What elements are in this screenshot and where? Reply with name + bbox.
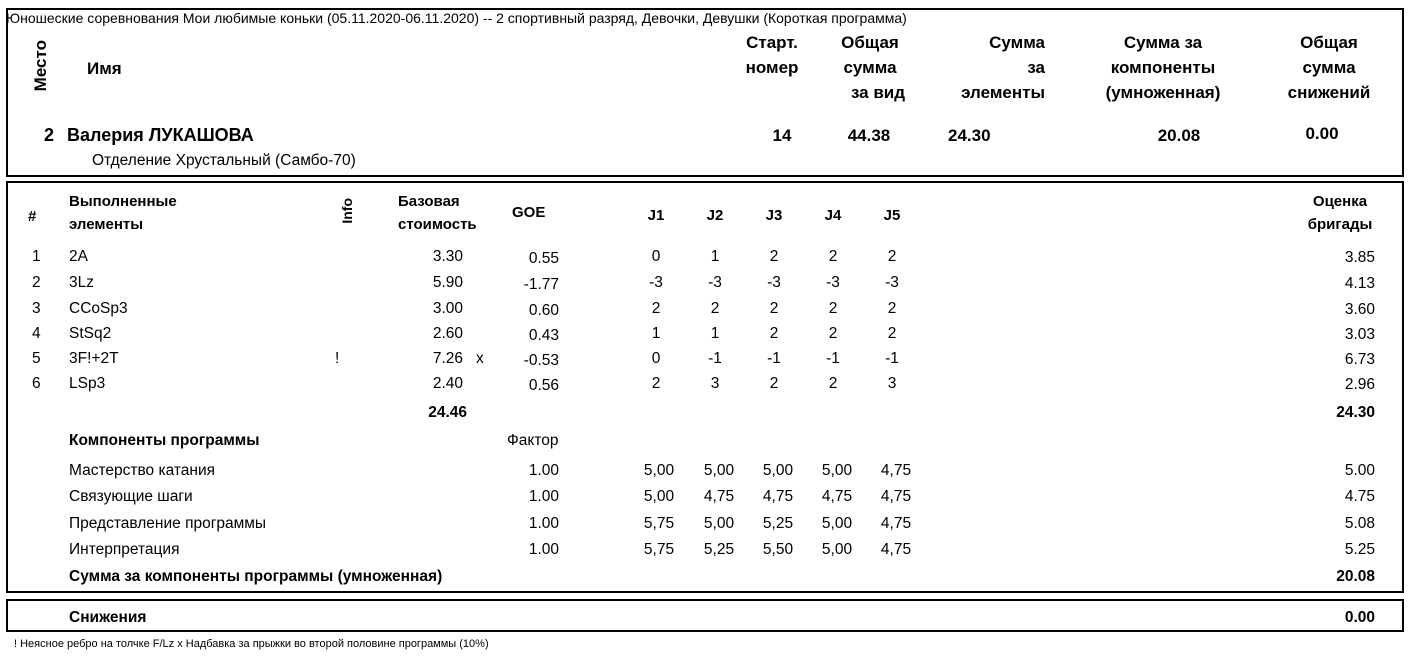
element-name: CCoSp3 — [69, 300, 128, 317]
element-panel-score: 2.96 — [1344, 376, 1375, 393]
element-name: 3Lz — [69, 274, 94, 291]
element-base-value: 2.40 — [432, 375, 463, 392]
component-factor: 1.00 — [528, 488, 559, 505]
component-judge-j1: 5,00 — [643, 462, 675, 479]
component-score: 5.25 — [1344, 541, 1375, 558]
element-judge-j1: 2 — [651, 375, 661, 392]
component-judge-j3: 5,00 — [762, 462, 794, 479]
element-judge-j4: 2 — [828, 375, 838, 392]
component-factor: 1.00 — [528, 541, 559, 558]
component-judge-j2: 4,75 — [703, 488, 735, 505]
element-judge-j4: 2 — [828, 300, 838, 317]
total-score-header: Общая сумма за вид — [841, 33, 906, 102]
info-header: Info — [339, 198, 355, 224]
element-number: 3 — [32, 300, 41, 317]
element-panel-score: 4.13 — [1344, 275, 1375, 292]
base-value-header: Базовая стоимость — [398, 193, 477, 233]
component-judge-j2: 5,00 — [703, 462, 735, 479]
element-judge-j5: 2 — [887, 325, 897, 342]
component-judge-j3: 4,75 — [762, 488, 794, 505]
element-goe: 0.60 — [528, 302, 559, 319]
element-panel-score: 3.60 — [1344, 301, 1375, 318]
element-number: 6 — [32, 375, 41, 392]
place-header: Место — [31, 40, 50, 92]
element-goe: -0.53 — [523, 352, 559, 369]
start-number-header: Старт. номер — [745, 33, 799, 77]
judge-header-j3: J3 — [765, 207, 783, 224]
element-judge-j2: -3 — [708, 274, 722, 291]
components-total-label: Сумма за компоненты программы (умноженная) — [69, 568, 443, 585]
element-judge-j2: 3 — [710, 375, 720, 392]
element-judge-j2: 1 — [710, 248, 720, 265]
name-header: Имя — [87, 59, 122, 78]
judge-header-j5: J5 — [883, 207, 901, 224]
elements-base-total: 24.46 — [428, 404, 467, 421]
skater-components-score: 20.08 — [1157, 126, 1201, 145]
components-total-value: 20.08 — [1336, 568, 1375, 585]
element-number: 4 — [32, 325, 41, 342]
skater-start-number: 14 — [772, 126, 792, 145]
components-title: Компоненты программы — [69, 432, 260, 449]
deductions-value: 0.00 — [1344, 609, 1375, 626]
component-judge-j4: 5,00 — [821, 462, 853, 479]
component-judge-j3: 5,50 — [762, 541, 794, 558]
executed-elements-header: Выполненные элементы — [69, 193, 177, 233]
element-panel-score: 6.73 — [1344, 351, 1375, 368]
element-number: 1 — [32, 248, 41, 265]
element-goe: 0.55 — [528, 250, 559, 267]
element-judge-j3: -1 — [767, 350, 781, 367]
element-judge-j1: 0 — [651, 248, 661, 265]
component-name: Мастерство катания — [69, 462, 216, 479]
component-judge-j4: 5,00 — [821, 515, 853, 532]
components-total-header: Сумма за компоненты (умноженная) — [1105, 33, 1221, 102]
component-judge-j3: 5,25 — [762, 515, 794, 532]
component-judge-j1: 5,75 — [643, 515, 675, 532]
element-judge-j5: -1 — [885, 350, 899, 367]
element-judge-j5: 3 — [887, 375, 897, 392]
element-judge-j5: -3 — [885, 274, 899, 291]
element-base-value: 3.30 — [432, 248, 463, 265]
skater-deductions: 0.00 — [1305, 124, 1339, 143]
element-name: StSq2 — [69, 325, 112, 342]
skater-name: Валерия ЛУКАШОВА — [67, 125, 254, 145]
component-score: 4.75 — [1344, 488, 1375, 505]
element-judge-j4: 2 — [828, 325, 838, 342]
component-score: 5.08 — [1344, 515, 1375, 532]
element-name: LSp3 — [69, 375, 106, 392]
element-bonus-mark: x — [476, 350, 484, 367]
element-info: ! — [335, 350, 340, 367]
judge-header-j2: J2 — [706, 207, 724, 224]
element-number: 5 — [32, 350, 41, 367]
component-name: Интерпретация — [69, 541, 180, 558]
element-judge-j3: 2 — [769, 375, 779, 392]
component-judge-j5: 4,75 — [880, 541, 912, 558]
component-judge-j2: 5,00 — [703, 515, 735, 532]
element-judge-j4: -3 — [826, 274, 840, 291]
panel-score-header: Оценка бригады — [1307, 193, 1373, 233]
event-title: Юношеские соревнования Мои любимые коньки (05.11.2020-06.11.2020) -- 2 спортивный разряд, Девочки, Девушки (Короткая программа) — [6, 10, 907, 26]
component-name: Представление программы — [69, 515, 267, 532]
element-judge-j4: 2 — [828, 248, 838, 265]
element-base-value: 2.60 — [432, 325, 463, 342]
element-judge-j5: 2 — [887, 248, 897, 265]
component-score: 5.00 — [1344, 462, 1375, 479]
deductions-header: Общая сумма снижений — [1287, 33, 1371, 102]
judge-header-j4: J4 — [824, 207, 842, 224]
skater-place: 2 — [44, 125, 55, 145]
element-judge-j4: -1 — [826, 350, 840, 367]
factor-header: Фактор — [507, 432, 559, 449]
footnote: ! Неясное ребро на толчке F/Lz x Надбавка за прыжки во второй половине программы (10%) — [14, 638, 489, 650]
component-factor: 1.00 — [528, 515, 559, 532]
element-number-header: # — [28, 208, 37, 225]
element-judge-j3: -3 — [767, 274, 781, 291]
elements-score-total: 24.30 — [1336, 404, 1375, 421]
element-base-value: 3.00 — [432, 300, 463, 317]
element-panel-score: 3.03 — [1344, 326, 1375, 343]
deductions-label: Снижения — [69, 609, 147, 626]
component-judge-j1: 5,00 — [643, 488, 675, 505]
judge-header-j1: J1 — [647, 207, 665, 224]
component-name: Связующие шаги — [69, 488, 193, 505]
component-judge-j5: 4,75 — [880, 488, 912, 505]
element-judge-j1: 2 — [651, 300, 661, 317]
element-judge-j2: 1 — [710, 325, 720, 342]
component-judge-j2: 5,25 — [703, 541, 735, 558]
element-panel-score: 3.85 — [1344, 249, 1375, 266]
element-judge-j3: 2 — [769, 325, 779, 342]
element-name: 3F!+2T — [69, 350, 119, 367]
element-goe: -1.77 — [523, 276, 559, 293]
element-base-value: 5.90 — [432, 274, 463, 291]
component-judge-j4: 4,75 — [821, 488, 853, 505]
skater-elements-score: 24.30 — [948, 126, 991, 145]
skater-total-score: 44.38 — [847, 126, 891, 145]
element-base-value: 7.26 — [432, 350, 463, 367]
element-judge-j5: 2 — [887, 300, 897, 317]
elements-total-header: Сумма за элементы — [961, 33, 1045, 102]
element-judge-j3: 2 — [769, 300, 779, 317]
component-judge-j5: 4,75 — [880, 462, 912, 479]
element-goe: 0.43 — [528, 327, 559, 344]
component-judge-j5: 4,75 — [880, 515, 912, 532]
element-judge-j1: 1 — [651, 325, 661, 342]
element-name: 2A — [69, 248, 88, 265]
element-judge-j3: 2 — [769, 248, 779, 265]
skater-club: Отделение Хрустальный (Самбо-70) — [92, 152, 356, 169]
deductions-box — [6, 599, 1404, 632]
element-number: 2 — [32, 274, 41, 291]
element-goe: 0.56 — [528, 377, 559, 394]
element-judge-j2: 2 — [710, 300, 720, 317]
element-judge-j1: -3 — [649, 274, 663, 291]
component-factor: 1.00 — [528, 462, 559, 479]
component-judge-j1: 5,75 — [643, 541, 675, 558]
goe-header: GOE — [512, 204, 546, 221]
element-judge-j1: 0 — [651, 350, 661, 367]
element-judge-j2: -1 — [708, 350, 722, 367]
component-judge-j4: 5,00 — [821, 541, 853, 558]
